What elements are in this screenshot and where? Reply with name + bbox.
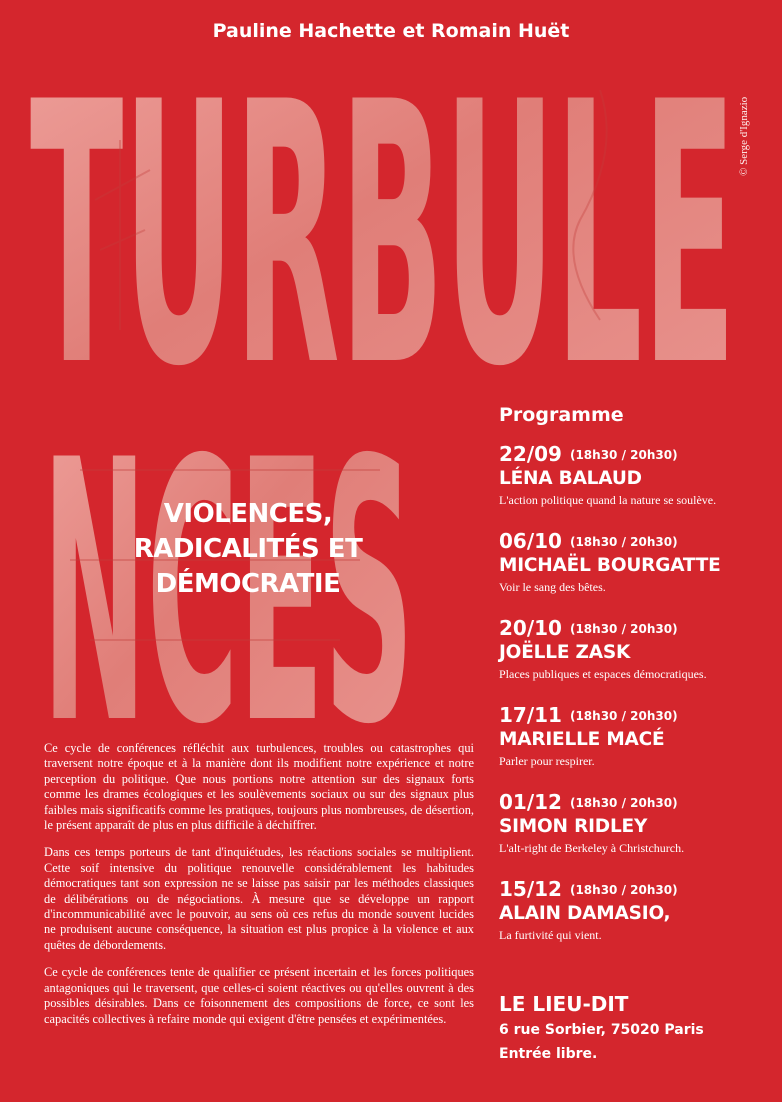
venue (499, 990, 704, 1066)
event-time: (18h30 / 20h30) (569, 535, 678, 549)
event-time: (18h30 / 20h30) (569, 709, 678, 723)
event-time: (18h30 / 20h30) (569, 448, 678, 462)
event-speaker: LÉNA BALAUD (499, 468, 642, 489)
venue-name: LE LIEU-DIT (499, 992, 629, 1016)
program-event (499, 529, 769, 616)
program-event (499, 703, 769, 790)
title-line-2: NCES (42, 384, 414, 740)
event-date-row (499, 703, 769, 728)
venue-entry: Entrée libre. (499, 1046, 598, 1062)
event-talk: La furtivité qui vient. (499, 928, 602, 942)
event-date-row (499, 616, 769, 641)
event-date: 15/12 (499, 877, 562, 901)
photo-credit: © Serge d'Ignazio (738, 96, 750, 176)
venue-address: 6 rue Sorbier, 75020 Paris (499, 1022, 704, 1038)
event-talk: L'alt-right de Berkeley à Christchurch. (499, 841, 685, 855)
intro-paragraph: Ce cycle de conférences tente de qualifier ce présent incertain et les forces politiques antagoniques qui le traversent, que celles-ci soient réactives ou qu'elles ouvrent à des possibles désirables. Dans ce foisonnement des compositions de force, ce sont les capacités collectives à refaire monde qui exigent d'être pensées et expérimentées. (44, 965, 474, 1026)
intro-paragraph: Ce cycle de conférences réfléchit aux turbulences, troubles ou catastrophes qui traversent notre époque et à la manière dont ils modifient notre expérience et notre perception du politique. Que nous portions notre attention sur des signaux forts comme les drames écologiques et les soulèvements sociaux ou sur des signaux plus faibles mais significatifs comme les pratiques, toujours plus nombreuses, de désertion, le présent apparaît de plus en plus difficile à déchiffrer. (44, 741, 474, 833)
event-talk: Places publiques et espaces démocratiques. (499, 667, 707, 681)
event-date: 22/09 (499, 442, 562, 466)
event-speaker: MICHAËL BOURGATTE (499, 555, 721, 576)
event-speaker: SIMON RIDLEY (499, 816, 648, 837)
subtitle-line-3: DÉMOCRATIE (155, 569, 341, 599)
event-date-row (499, 790, 769, 815)
event-time: (18h30 / 20h30) (569, 883, 678, 897)
intro-paragraph: Dans ces temps porteurs de tant d'inquiétudes, les réactions sociales se multiplient. Cette soif intensive du politique renouvelle considérablement les habitudes démocratiques tant son expression ne se laisse pas saisir par les méthodes classiques de délibérations ou de négociations. À mesure que se développe un rapport d'incommunicabilité avec le pouvoir, au sens où ces refus du monde souvent lucides ne produisent aucune conséquence, la situation est plus propice à la violence et aux quêtes de débordements. (44, 845, 474, 952)
program-event (499, 442, 769, 529)
program-heading: Programme (499, 404, 624, 426)
event-date: 06/10 (499, 529, 562, 553)
subtitle (98, 497, 398, 602)
program-event (499, 790, 769, 877)
subtitle-line-1: VIOLENCES, (163, 499, 333, 529)
subtitle-line-2: RADICALITÉS ET (133, 534, 363, 564)
event-speaker: JOËLLE ZASK (499, 642, 631, 663)
authors-heading: Pauline Hachette et Romain Huët (212, 20, 570, 42)
event-speaker: ALAIN DAMASIO, (499, 903, 671, 924)
event-time: (18h30 / 20h30) (569, 622, 678, 636)
intro-text (44, 741, 474, 1039)
event-speaker: MARIELLE MACÉ (499, 729, 665, 750)
event-date-row (499, 529, 769, 554)
event-date: 01/12 (499, 790, 562, 814)
event-date: 20/10 (499, 616, 562, 640)
program-event (499, 616, 769, 703)
program (499, 404, 769, 964)
event-talk: L'action politique quand la nature se soulève. (499, 493, 717, 507)
program-event (499, 877, 769, 964)
event-date-row (499, 442, 769, 467)
title-line-1: TURBULE (30, 26, 736, 445)
event-talk: Parler pour respirer. (499, 754, 595, 768)
event-talk: Voir le sang des bêtes. (499, 580, 606, 594)
event-date: 17/11 (499, 703, 562, 727)
event-time: (18h30 / 20h30) (569, 796, 678, 810)
event-date-row (499, 877, 769, 902)
